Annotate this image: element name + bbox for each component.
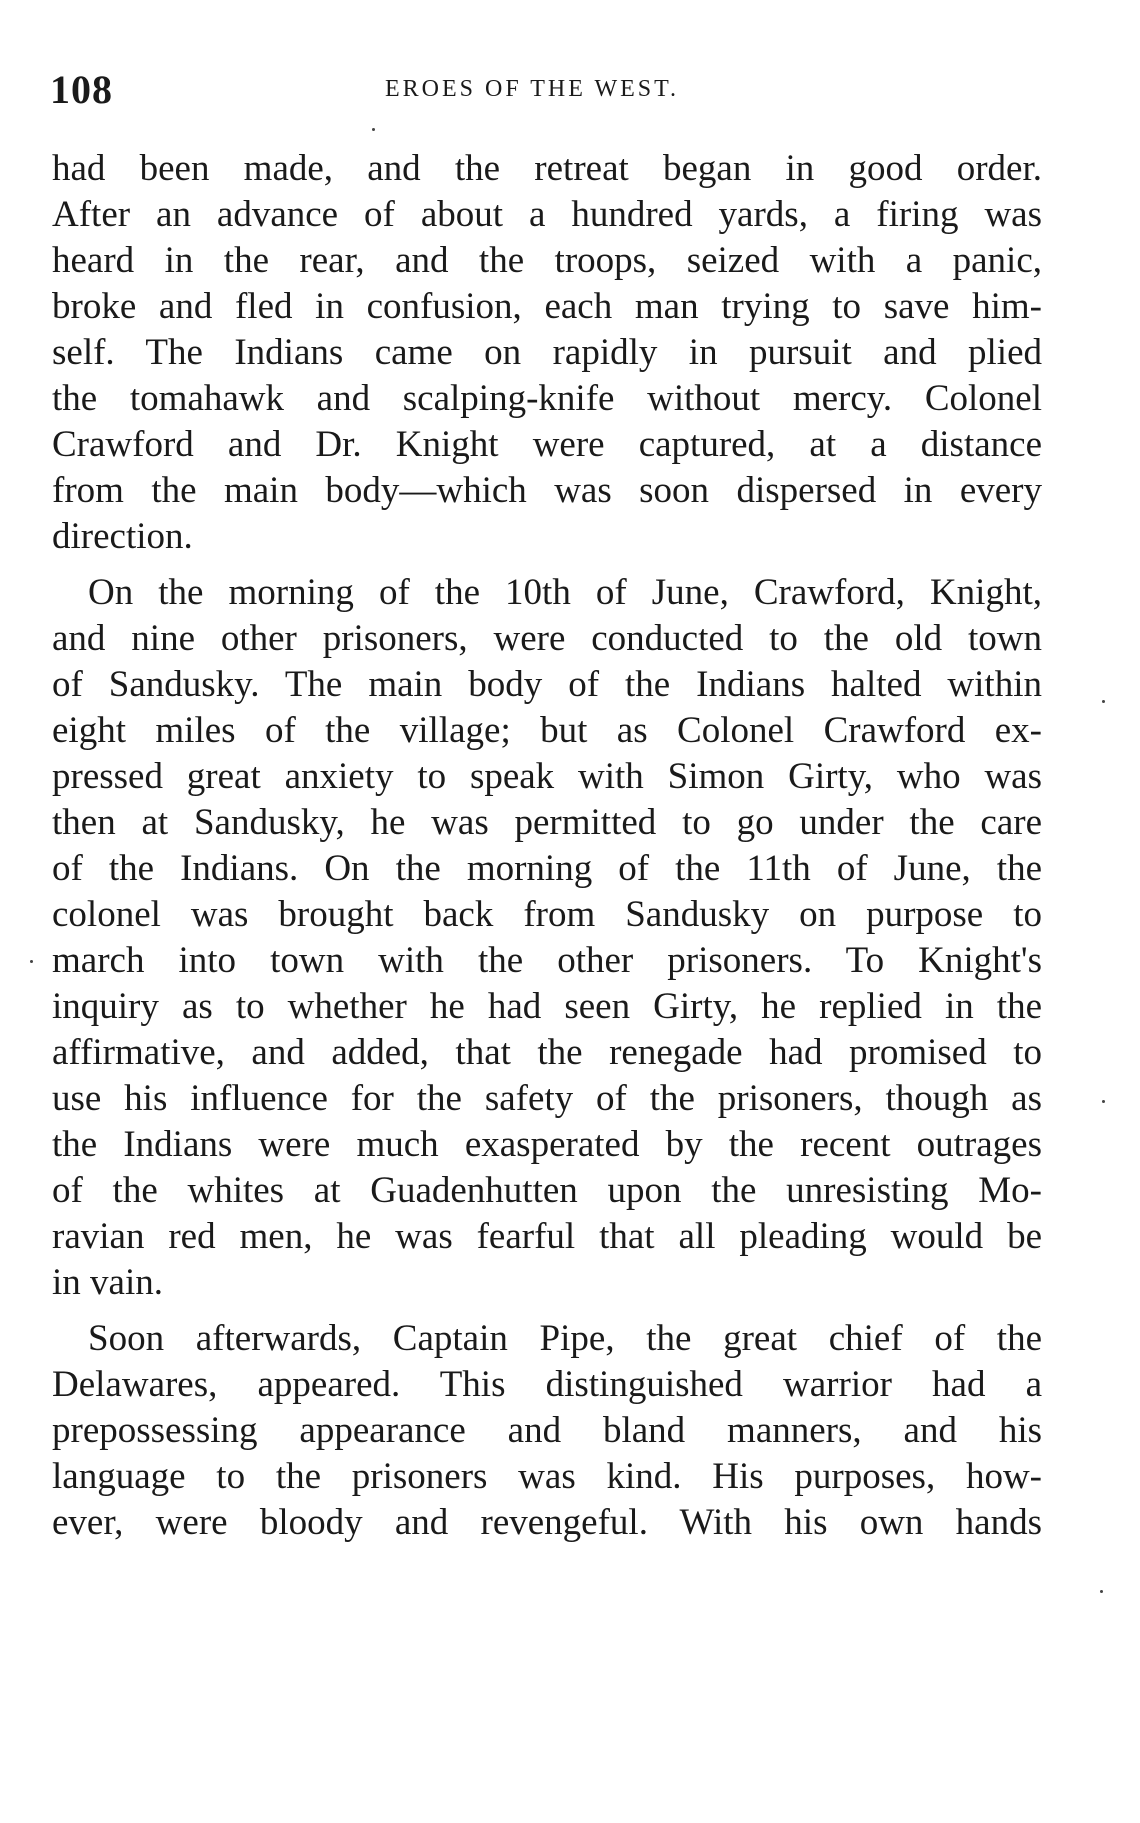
text-line: inquiry as to whether he had seen Girty, he replied in the (52, 986, 1042, 1027)
text-line: eight miles of the village; but as Colonel Crawford ex- (52, 710, 1042, 751)
text-line: of the whites at Guadenhutten upon the unresisting Mo- (52, 1170, 1042, 1211)
text-line: Crawford and Dr. Knight were captured, at a distance (52, 424, 1042, 465)
text-line: Delawares, appeared. This distinguished warrior had a (52, 1364, 1042, 1405)
text-line: and nine other prisoners, were conducted to the old town (52, 618, 1042, 659)
running-title: EROES OF THE WEST. (385, 76, 680, 102)
text-line: of the Indians. On the morning of the 11th of June, the (52, 848, 1042, 889)
text-line: pressed great anxiety to speak with Simon Girty, who was (52, 756, 1042, 797)
paragraph (52, 146, 1042, 560)
print-speck (372, 128, 375, 131)
text-line: affirmative, and added, that the renegade had promised to (52, 1032, 1042, 1073)
text-line: use his influence for the safety of the prisoners, though as (52, 1078, 1042, 1119)
text-line: heard in the rear, and the troops, seized with a panic, (52, 240, 1042, 281)
page-number: 108 (50, 67, 113, 112)
text-line: had been made, and the retreat began in good order. (52, 148, 1042, 189)
text-line: march into town with the other prisoners. To Knight's (52, 940, 1042, 981)
text-line: in vain. (52, 1262, 163, 1303)
text-line: the Indians were much exasperated by the recent outrages (52, 1124, 1042, 1165)
text-line: direction. (52, 516, 193, 557)
text-line: colonel was brought back from Sandusky on purpose to (52, 894, 1042, 935)
body-text (52, 146, 1042, 1546)
text-line: After an advance of about a hundred yards, a firing was (52, 194, 1042, 235)
text-line: language to the prisoners was kind. His purposes, how- (52, 1456, 1042, 1497)
text-line: ravian red men, he was fearful that all pleading would be (52, 1216, 1042, 1257)
paragraph (52, 570, 1042, 1306)
text-line: broke and fled in confusion, each man trying to save him- (52, 286, 1042, 327)
print-speck (1102, 1100, 1105, 1103)
text-line: prepossessing appearance and bland manners, and his (52, 1410, 1042, 1451)
paragraph-gap (52, 1306, 1042, 1316)
print-speck (30, 960, 33, 963)
running-head (50, 66, 1040, 116)
text-line: the tomahawk and scalping-knife without mercy. Colonel (52, 378, 1042, 419)
text-line: Soon afterwards, Captain Pipe, the great chief of the (88, 1318, 1042, 1359)
text-line: ever, were bloody and revengeful. With his own hands (52, 1502, 1042, 1543)
text-line: from the main body—which was soon dispersed in every (52, 470, 1042, 511)
print-speck (1102, 700, 1105, 703)
text-line: of Sandusky. The main body of the Indians halted within (52, 664, 1042, 705)
text-line: then at Sandusky, he was permitted to go under the care (52, 802, 1042, 843)
text-line: self. The Indians came on rapidly in pursuit and plied (52, 332, 1042, 373)
text-line: On the morning of the 10th of June, Crawford, Knight, (88, 572, 1042, 613)
paragraph-gap (52, 560, 1042, 570)
print-speck (1100, 1590, 1103, 1593)
paragraph (52, 1316, 1042, 1546)
